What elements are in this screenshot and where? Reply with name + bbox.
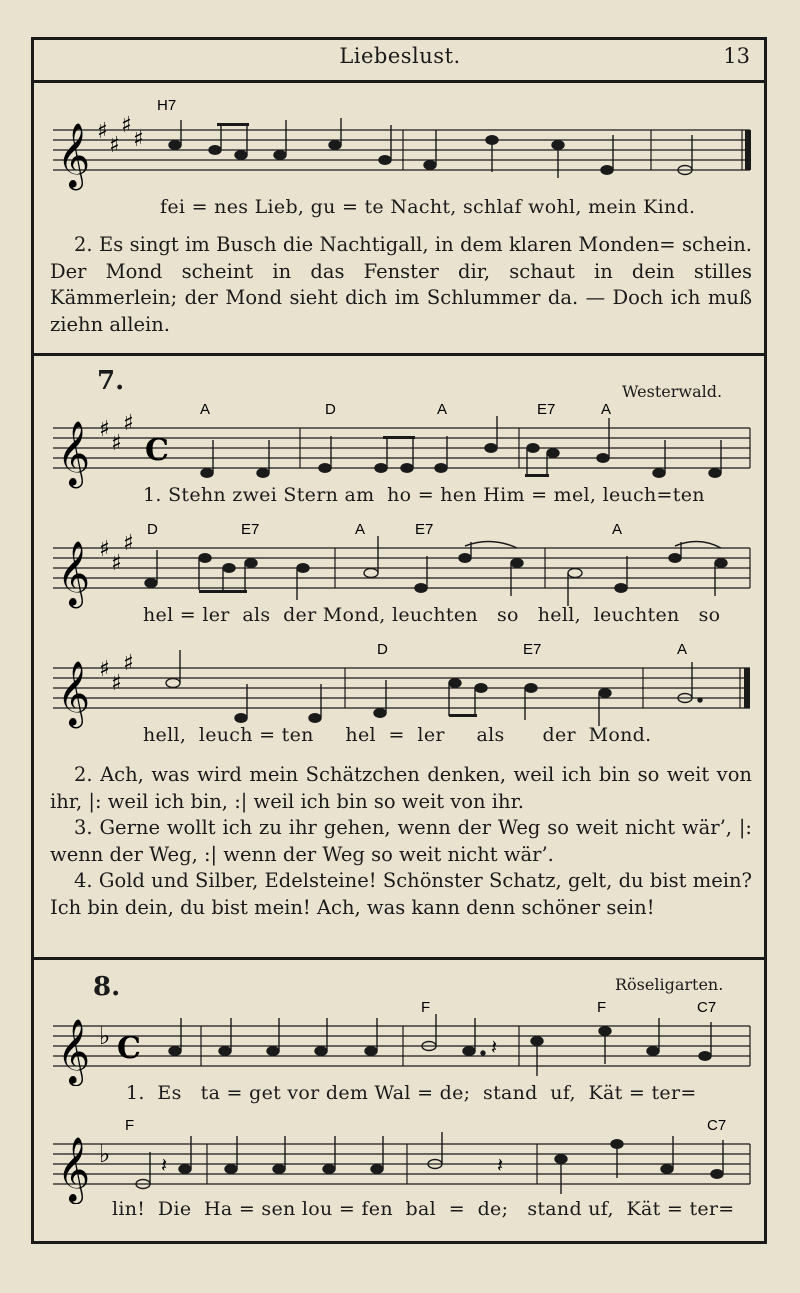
verse-song6-2 — [50, 232, 752, 338]
treble-clef-icon: 𝄞 — [57, 1019, 91, 1084]
svg-text:♯: ♯ — [123, 411, 134, 436]
lyrics-song7-line1: 1. Stehn zwei Stern am ho = hen Him = mel, leuch=ten — [143, 484, 705, 506]
song-origin: Westerwald. — [622, 382, 723, 401]
key-signature-icon — [99, 411, 134, 456]
chord-symbol: D — [377, 641, 388, 658]
lyrics-song6-end: fei = nes Lieb, gu = te Nacht, schlaf wohl, mein Kind. — [160, 196, 696, 218]
svg-text:♯: ♯ — [99, 537, 110, 562]
rest-icon: 𝄽 — [497, 1153, 504, 1177]
song-number: 7. — [97, 366, 125, 396]
verse-text: 4. Gold und Silber, Edelsteine! Schönster Schatz, gelt, du bist mein? Ich bin dein, du bist mein! Ach, was kann denn schöner sein! — [50, 869, 752, 919]
svg-text:♯: ♯ — [99, 657, 110, 682]
svg-text:♯: ♯ — [123, 531, 134, 556]
svg-text:♯: ♯ — [111, 551, 122, 576]
svg-text:♯: ♯ — [109, 133, 120, 158]
staff-song8-line2 — [45, 1114, 755, 1204]
svg-text:♯: ♯ — [111, 431, 122, 456]
song-origin: Röseligarten. — [615, 975, 724, 994]
chord-symbol: F — [125, 1117, 135, 1134]
chord-symbol: E7 — [523, 641, 542, 658]
chord-symbol: A — [355, 521, 366, 538]
chord-symbol: H7 — [157, 97, 177, 114]
chord-symbol: A — [677, 641, 688, 658]
staff-song7-line2 — [45, 518, 755, 613]
key-signature-flat-icon: ♭ — [99, 1022, 111, 1050]
treble-clef-icon: 𝄞 — [57, 541, 91, 606]
svg-text:♯: ♯ — [121, 113, 132, 138]
treble-clef-icon: 𝄞 — [57, 661, 91, 726]
rest-icon: 𝄽 — [491, 1035, 498, 1059]
header-rule — [31, 80, 767, 83]
section-rule — [31, 353, 767, 356]
key-signature-icon — [99, 651, 134, 696]
chord-symbol: D — [325, 401, 336, 418]
lyrics-song7-line2: hel = ler als der Mond, leuchten so hell, leuchten so — [143, 604, 721, 626]
section-rule — [31, 957, 767, 960]
verse-text: 3. Gerne wollt ich zu ihr gehen, wenn der Weg so weit nicht wär’, |: wenn der Weg, :| wenn der Weg so weit nicht wär’. — [50, 816, 752, 866]
page-number: 13 — [723, 44, 750, 68]
svg-text:♯: ♯ — [111, 671, 122, 696]
svg-text:♯: ♯ — [133, 127, 144, 152]
chord-symbol: A — [437, 401, 448, 418]
chord-symbol: A — [601, 401, 612, 418]
chord-symbol: D — [147, 521, 158, 538]
tie-icon — [465, 541, 517, 548]
svg-text:♯: ♯ — [123, 651, 134, 676]
staff-song7-line1 — [45, 398, 755, 493]
verse-text: 2. Es singt im Busch die Nachtigall, in dem klaren Monden= schein. Der Mond scheint in das Fenster dir, schaut in dein stilles Kämmerlein; der Mond sieht dich im Schlummer da. — Doch ich muß ziehn allein. — [50, 233, 752, 336]
chord-symbol: E7 — [537, 401, 556, 418]
staff-song6-end — [45, 90, 755, 195]
lyrics-song8-line1: 1. Es ta = get vor dem Wal = de; stand uf, Kät = ter= — [126, 1082, 697, 1104]
page-title: Liebeslust. — [339, 44, 461, 68]
key-signature-icon — [99, 531, 134, 576]
song-number: 8. — [93, 972, 121, 1002]
svg-text:♯: ♯ — [97, 119, 108, 144]
chord-symbol: A — [200, 401, 211, 418]
rest-icon: 𝄽 — [161, 1153, 168, 1177]
common-time-icon: C — [117, 1031, 141, 1066]
chord-symbol: C7 — [707, 1117, 727, 1134]
key-signature-icon — [97, 113, 144, 158]
svg-text:♯: ♯ — [99, 417, 110, 442]
lyrics-song8-line2: lin! Die Ha = sen lou = fen bal = de; stand uf, Kät = ter= — [112, 1198, 735, 1220]
treble-clef-icon: 𝄞 — [57, 421, 91, 486]
chord-symbol: E7 — [241, 521, 260, 538]
key-signature-flat-icon: ♭ — [99, 1140, 111, 1168]
common-time-icon: C — [145, 433, 169, 468]
staff-song8-line1 — [45, 996, 755, 1086]
staff-song7-line3 — [45, 638, 755, 733]
lyrics-song7-line3: hell, leuch = ten hel = ler als der Mond. — [143, 724, 652, 746]
chord-symbol: F — [597, 999, 607, 1016]
chord-symbol: E7 — [415, 521, 434, 538]
chord-symbol: A — [612, 521, 623, 538]
chord-symbol: F — [421, 999, 431, 1016]
chord-symbol: C7 — [697, 999, 717, 1016]
treble-clef-icon: 𝄞 — [57, 1137, 91, 1202]
verse-text: 2. Ach, was wird mein Schätzchen denken, weil ich bin so weit von ihr, |: weil ich bin, :| weil ich bin so weit von ihr. — [50, 763, 752, 813]
treble-clef-icon: 𝄞 — [57, 123, 91, 188]
tie-icon — [675, 541, 721, 548]
verses-song7 — [50, 762, 752, 921]
